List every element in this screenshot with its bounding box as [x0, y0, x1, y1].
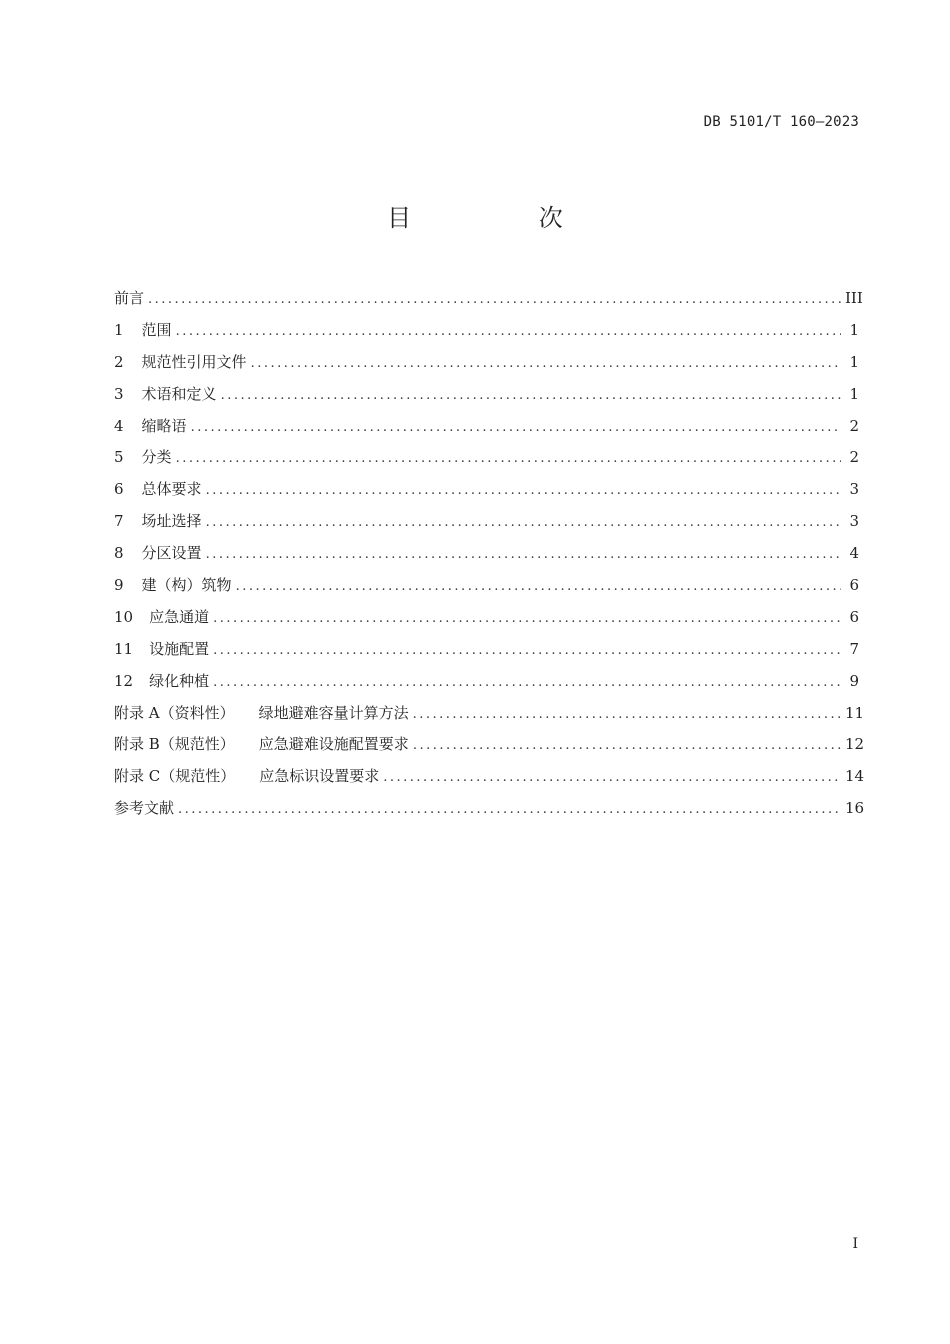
toc-entry[interactable] [114, 702, 865, 734]
toc-entry[interactable] [114, 574, 859, 606]
toc-entry-page: 1 [849, 352, 859, 371]
toc-entry-label: 前言 [114, 289, 145, 307]
document-code: DB 5101/T 160—2023 [703, 114, 859, 130]
toc-entry[interactable] [114, 797, 865, 829]
toc-entry-page: 7 [849, 639, 859, 658]
toc-entry[interactable] [114, 383, 859, 415]
toc-entry-page: 4 [849, 544, 859, 563]
toc-entry-number: 附录 C（规范性） [114, 767, 236, 786]
toc-entry-page: 9 [849, 671, 859, 690]
toc-entry-page: 12 [845, 735, 865, 754]
toc-entry[interactable] [114, 733, 865, 765]
toc-entry-number: 7 [114, 512, 124, 531]
toc-leader-dots [251, 356, 841, 371]
toc-leader-dots [206, 483, 841, 498]
toc-entry-label: 应急标识设置要求 [259, 767, 380, 786]
toc-leader-dots [236, 579, 841, 594]
toc-entry-label: 绿地避难容量计算方法 [258, 703, 409, 722]
toc-entry-number: 11 [114, 639, 134, 658]
toc-entry-page: 6 [849, 576, 859, 595]
toc-leader-dots [176, 324, 841, 339]
toc-entry[interactable] [114, 765, 865, 797]
toc-entry-label: 参考文献 [114, 799, 175, 818]
toc-entry[interactable] [114, 510, 859, 542]
toc-entry-page: 3 [849, 480, 859, 499]
toc-entry-label: 场址选择 [141, 512, 202, 531]
toc-entry[interactable] [114, 319, 859, 351]
toc-entry-number: 8 [114, 544, 124, 563]
toc-entry-label: 绿化种植 [149, 671, 210, 690]
toc-entry-label: 规范性引用文件 [141, 352, 247, 371]
toc-entry[interactable] [114, 351, 859, 383]
toc-entry[interactable] [114, 542, 859, 574]
toc-entry-label: 设施配置 [149, 639, 210, 658]
toc-entry[interactable] [114, 446, 859, 478]
toc-entry-number: 9 [114, 576, 124, 595]
toc-entry-number: 1 [114, 320, 124, 339]
toc-entry-number: 6 [114, 480, 124, 499]
toc-leader-dots [413, 738, 841, 753]
toc-leader-dots [213, 643, 841, 658]
toc-leader-dots [206, 547, 841, 562]
toc-leader-dots [178, 802, 841, 817]
toc-entry-page: 14 [845, 767, 865, 786]
toc-entry-label: 范围 [141, 320, 172, 339]
toc-entry-page: 1 [849, 320, 859, 339]
toc-leader-dots [413, 707, 841, 722]
toc-entry[interactable] [114, 670, 859, 702]
toc-leader-dots [191, 420, 841, 435]
toc-entry-label: 总体要求 [141, 480, 202, 499]
toc-entry-page: 1 [849, 384, 859, 403]
toc-entry[interactable] [114, 287, 863, 319]
toc-leader-dots [383, 770, 841, 785]
toc-entry-label: 分类 [141, 448, 172, 467]
table-of-contents [114, 287, 865, 829]
page-number: I [852, 1236, 858, 1252]
toc-entry-page: III [845, 289, 863, 307]
toc-entry-number: 2 [114, 352, 124, 371]
toc-entry-page: 11 [845, 703, 865, 722]
toc-leader-dots [176, 451, 841, 466]
toc-entry-number: 4 [114, 416, 124, 435]
toc-entry-label: 分区设置 [141, 544, 202, 563]
toc-entry[interactable] [114, 478, 859, 510]
toc-entry[interactable] [114, 606, 859, 638]
toc-title: 目 次 [387, 204, 623, 232]
toc-entry[interactable] [114, 638, 859, 670]
toc-entry-page: 2 [849, 448, 859, 467]
toc-entry-label: 术语和定义 [141, 384, 217, 403]
toc-entry[interactable] [114, 415, 859, 447]
toc-entry-number: 附录 B（规范性） [114, 735, 235, 754]
toc-entry-number: 3 [114, 384, 124, 403]
toc-leader-dots [206, 515, 841, 530]
toc-entry-number: 5 [114, 448, 124, 467]
toc-entry-number: 10 [114, 607, 134, 626]
toc-leader-dots [148, 292, 841, 307]
toc-leader-dots [221, 388, 841, 403]
toc-entry-page: 2 [849, 416, 859, 435]
toc-entry-page: 16 [845, 799, 865, 818]
toc-entry-label: 应急通道 [149, 607, 210, 626]
toc-entry-label: 建（构）筑物 [141, 576, 232, 595]
toc-leader-dots [213, 675, 841, 690]
toc-entry-number: 12 [114, 671, 134, 690]
toc-entry-label: 应急避难设施配置要求 [258, 735, 409, 754]
toc-entry-page: 6 [849, 607, 859, 626]
toc-entry-number: 附录 A（资料性） [114, 703, 235, 722]
toc-entry-label: 缩略语 [141, 416, 187, 435]
toc-entry-page: 3 [849, 512, 859, 531]
toc-leader-dots [213, 611, 841, 626]
